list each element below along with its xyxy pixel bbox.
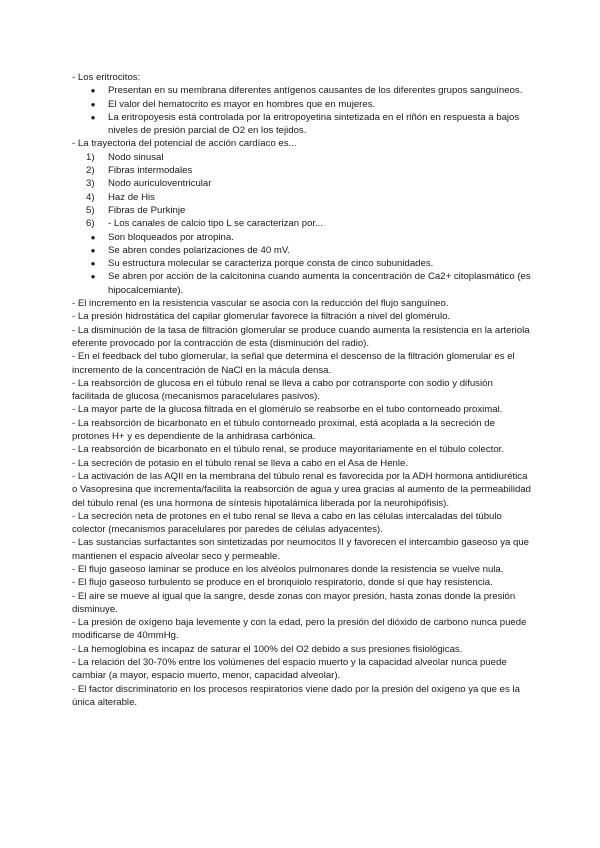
- statement-paragraph: - La reabsorción de bicarbonato en el túbulo contorneado proximal, está acoplada a la secreción de protones H+ y es dependiente de la anhidrasa carbónica.: [72, 417, 495, 443]
- eritrocitos-heading: - Los eritrocitos:: [72, 72, 141, 83]
- list-item: [72, 177, 532, 190]
- list-item: [72, 111, 532, 138]
- statement-paragraph: - La secreción de potasio en el túbulo renal se lleva a cabo en el Asa de Henle.: [72, 457, 409, 469]
- statement-paragraph: - El flujo gaseoso turbulento se produce en el bronquiolo respiratorio, donde sí que hay resistencia.: [72, 577, 493, 589]
- list-item-text: Se abren por acción de la calcitonina cuando aumenta la concentración de Ca2+ citoplasmático (es hipocalcemiante).: [108, 271, 531, 296]
- statement-paragraph: - La mayor parte de la glucosa filtrada en el glomérulo se reabsorbe en el tubo contorneado proximal.: [72, 404, 503, 416]
- eritrocitos-bullet-list: [72, 84, 532, 137]
- statement-paragraph: - Las sustancias surfactantes son sintetizadas por neumocitos II y favorecen el intercambio gaseoso ya que mantienen el espacio alveolar seco y permeable.: [72, 537, 530, 562]
- statement-paragraph: - La hemoglobina es incapaz de saturar el 100% del O2 debido a sus presiones fisiológicas.: [72, 643, 463, 655]
- document-body: [72, 71, 532, 709]
- list-item-text: Su estructura molecular se caracteriza porque consta de cinco subunidades.: [108, 258, 434, 270]
- list-item-text: Haz de His: [108, 191, 155, 203]
- list-item: [72, 84, 532, 97]
- trayectoria-numbered-list: [72, 151, 532, 231]
- statement-paragraph: - El incremento en la resistencia vascular se asocia con la reducción del flujo sanguíneo.: [72, 298, 449, 310]
- statement-paragraph: - La disminución de la tasa de filtración glomerular se produce cuando aumenta la resistencia en la arteriola eferente provocado por la contracción de esta (disminución del radio).: [72, 324, 530, 349]
- list-item: [72, 164, 532, 177]
- trayectoria-heading: - La trayectoria del potencial de acción cardíaco es...: [72, 138, 297, 150]
- list-item: [72, 231, 532, 244]
- list-number: 5): [86, 204, 95, 216]
- list-item-text: - Los canales de calcio tipo L se caracterizan por...: [108, 218, 324, 230]
- statement-paragraph: - En el feedback del tubo glomerular, la señal que determina el descenso de la filtración glomerular es el incremento de la concentración de NaCl en la mácula densa.: [72, 351, 515, 376]
- list-item-text: Fibras de Purkinje: [108, 204, 186, 216]
- list-number: 6): [86, 218, 95, 230]
- statement-paragraph: - La presión de oxígeno baja levemente y con la edad, pero la presión del dióxido de carbono nunca puede modificarse de 40mmHg.: [72, 617, 527, 642]
- list-number: 2): [86, 165, 95, 177]
- list-number: 4): [86, 191, 95, 203]
- list-number: 3): [86, 178, 95, 190]
- list-item: [72, 204, 532, 217]
- statements-list: [72, 297, 532, 709]
- list-item-text: El valor del hematocrito es mayor en hombres que en mujeres.: [108, 98, 376, 110]
- list-number: 1): [86, 151, 95, 163]
- calcio-bullet-list: [72, 231, 532, 297]
- list-item: [72, 98, 532, 111]
- list-item-text: Nodo auriculoventricular: [108, 178, 212, 190]
- list-item: [72, 217, 532, 230]
- list-item: [72, 257, 532, 270]
- bullet-icon: ●: [90, 99, 96, 109]
- list-item: [72, 191, 532, 204]
- list-item-text: Presentan en su membrana diferentes antígenos causantes de los diferentes grupos sanguíneos.: [108, 85, 523, 97]
- list-item-text: Nodo sinusal: [108, 151, 164, 163]
- list-item-text: Se abren condes polarizaciones de 40 mV.: [108, 244, 291, 256]
- statement-paragraph: - La reabsorción de glucosa en el túbulo renal se lleva a cabo por cotransporte con sodio y difusión facilitada de glucosa (mecanismos paracelulares pasivos).: [72, 377, 493, 403]
- list-item: [72, 244, 532, 257]
- statement-paragraph: - El factor discriminatorio en los procesos respiratorios viene dado por la presión del oxígeno ya que es la única alterable.: [72, 683, 520, 708]
- bullet-icon: ●: [90, 272, 96, 282]
- bullet-icon: ●: [90, 86, 96, 96]
- list-item: [72, 270, 532, 297]
- list-item-text: Fibras intermodales: [108, 165, 193, 177]
- statement-paragraph: - La presión hidrostática del capilar glomerular favorece la filtración a nivel del glomérulo.: [72, 311, 451, 323]
- list-item: [72, 151, 532, 164]
- bullet-icon: ●: [90, 259, 96, 269]
- bullet-icon: ●: [90, 245, 96, 255]
- list-item-text: La eritropoyesis está controlada por la eritropoyetina sintetizada en el riñón en respuesta a bajos niveles de presión parcial de O2 en los tejidos.: [108, 111, 520, 137]
- list-item-text: Son bloqueados por atropina.: [108, 231, 234, 243]
- statement-paragraph: - La relación del 30-70% entre los volúmenes del espacio muerto y la capacidad alveolar nunca puede cambiar (a mayor, espacio muerto, menor, capacidad alveolar).: [72, 657, 507, 682]
- bullet-icon: ●: [90, 112, 96, 122]
- statement-paragraph: - El flujo gaseoso laminar se produce en los alvéolos pulmonares donde la resistencia se vuelve nula.: [72, 563, 504, 575]
- bullet-icon: ●: [90, 232, 96, 242]
- statement-paragraph: - El aire se mueve al igual que la sangre, desde zonas con mayor presión, hasta zonas donde la presión disminuye.: [72, 590, 516, 615]
- statement-paragraph: - La activación de las AQII en la membrana del túbulo renal es favorecida por la ADH hormona antidiurética o Vasopresina que incrementa/facilita la reabsorción de agua y urea gracias al aumento de la permeabilidad del túbulo renal (es una hormona de síntesis hipotalámica liberada por la neurohipófisis).: [72, 470, 532, 509]
- statement-paragraph: - La reabsorción de bicarbonato en el túbulo renal, se produce mayoritariamente en el túbulo colector.: [72, 444, 504, 456]
- statement-paragraph: - La secreción neta de protones en el tubo renal se lleva a cabo en las células intercaladas del túbulo colector (mecanismos paracelulares por paredes de células adyacentes).: [72, 510, 502, 536]
